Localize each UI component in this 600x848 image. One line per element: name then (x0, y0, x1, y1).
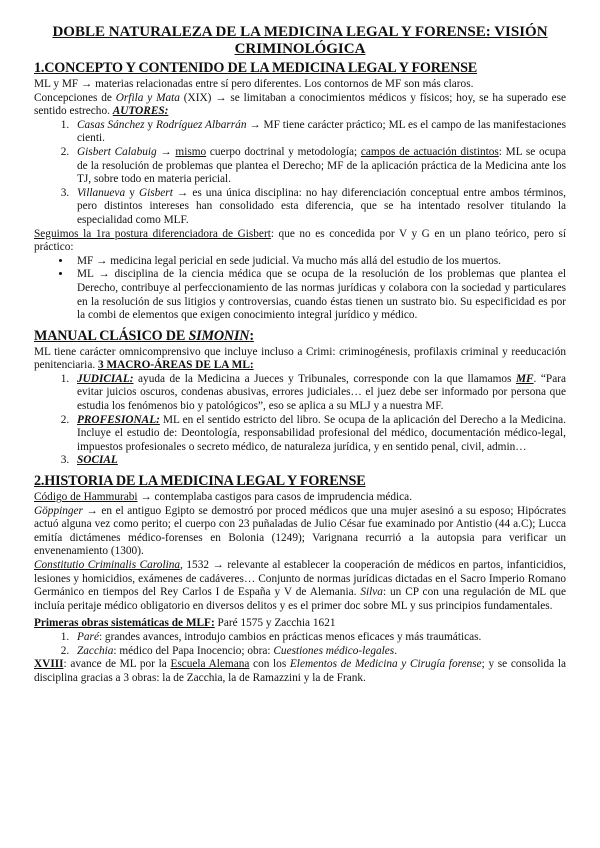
paragraph-omnicomprensivo: ML tiene carácter omnicomprensivo que incluye incluso a Crimi: criminogénesis, profilaxis criminal y reeducación penitenciaria. 3 MACRO-ÁREAS DE LA ML: (34, 345, 566, 372)
authors-list (34, 119, 566, 228)
paragraph-ml-mf: ML y MF → materias relacionadas entre sí pero diferentes. Los contornos de MF son más claros. (34, 78, 474, 90)
paragraph-xviii: XVIII: avance de ML por la Escuela Alemana con los Elementos de Medicina y Cirugía forense; y se consolida la disciplina gracias a 3 obras: la de Zacchia, la de Ramazzini y la de Frank. (34, 658, 566, 684)
list-item: 3. SOCIAL (72, 454, 566, 468)
list-item: 2. PROFESIONAL: ML en el sentido estricto del libro. Se ocupa de la aplicación del Derecho a la Medicina. Incluye el estudio de: Deontología, responsabilidad profesional del médico, documentación médico-legal, impuestos profesionales o secreto médico, de naturaleza jurídica, y en sentido penal, civil, admin… (72, 414, 566, 455)
paragraph-primeras-obras: Primeras obras sistemáticas de MLF: Paré 1575 y Zacchia 1621 (34, 617, 336, 630)
list-item: 1. Casas Sánchez y Rodríguez Albarrán → MF tiene carácter práctico; ML es el campo de las manifestaciones cienti. (72, 119, 566, 146)
list-item: 3. Villanueva y Gisbert → es una única disciplina: no hay diferenciación conceptual entre ambos términos, pero distintos intereses han consolidado esta diferencia, que se ha intentado resolver titulando la especialidad como MLF. (72, 187, 566, 228)
list-item: 2. Zacchia: médico del Papa Inocencio; obra: Cuestiones médico-legales. (72, 645, 566, 659)
paragraph-postura: Seguimos la 1ra postura diferenciadora de Gisbert: que no es concedida por V y G en un plano teórico, pero sí práctico: (34, 227, 566, 254)
document-title (34, 24, 566, 58)
paragraph-goppinger: Göppinger → en el antiguo Egipto se demostró por proced médicos que una mujer asesinó a su esposo; Hipócrates actuó alguna vez como perito; el cuerpo con 23 puñaladas de Julio César fue examinado por Antistio (44 a.C); Lucca emitía dictámenes médico-forenses en Bolonia (1249); Varignana recurrió a la autopsia para verificar un envenenamiento (1300). (34, 504, 566, 558)
macro-areas-label: 3 MACRO-ÁREAS DE LA ML: (97, 359, 254, 372)
manual-simonin-heading: MANUAL CLÁSICO DE SIMONIN: (34, 327, 254, 344)
autores-label: AUTORES: (112, 105, 169, 118)
paragraph-concepciones: Concepciones de Orfila y Mata (XIX) → se limitaban a conocimientos médicos y físicos; hoy, se ha superado ese sentido estrecho. AUTORES: (34, 91, 566, 118)
paragraph-hammurabi: Código de Hammurabi → contemplaba castigos para casos de imprudencia médica. (34, 491, 413, 504)
macro-areas-list (34, 373, 566, 468)
paragraph-carolina: Constitutio Criminalis Carolina, 1532 → relevante al establecer la cooperación de médicos en partos, infanticidios, lesiones y homicidios, exámenes de cadáveres… Conjunto de normas jurídicas dictadas en el Sacro Imperio Romano Germánico en tiempos del Rey Carlos I de España y V de Alemania. Silva: un CP con una regulación de ML que incluía peritaje médico obligatorio en diversos delitos y es el primer doc sobre ML y sus principios fundamentales. (34, 559, 567, 612)
definitions-list (34, 255, 566, 323)
list-item: 1. Paré: grandes avances, introdujo cambios en prácticas menos eficaces y más traumáticas. (72, 631, 566, 645)
works-list (34, 631, 566, 658)
list-item: • MF → medicina legal pericial en sede judicial. Va mucho más allá del estudio de los muertos. (72, 255, 566, 269)
title-line-2: CRIMINOLÓGICA (234, 41, 366, 57)
section-1-heading: 1.CONCEPTO Y CONTENIDO DE LA MEDICINA LEGAL Y FORENSE (34, 60, 478, 76)
list-item: 1. JUDICIAL: ayuda de la Medicina a Jueces y Tribunales, corresponde con la que llamamos MF. “Para evitar juicios oscuros, condenas abusivas, errores judiciales… el juez debe ser informado por persona que estudia los fenómenos bio y patológicos”, eso se aplica a su MLJ y a nuestra MF. (72, 373, 566, 414)
title-line-1: DOBLE NATURALEZA DE LA MEDICINA LEGAL Y FORENSE: VISIÓN (52, 24, 548, 40)
section-2-heading: 2.HISTORIA DE LA MEDICINA LEGAL Y FORENSE (34, 473, 366, 490)
list-item: 2. Gisbert Calabuig → mismo cuerpo doctrinal y metodología; campos de actuación distintos: ML se ocupa de la resolución de problemas que plantea el Derecho; MF de la aplicación práctica de la Medicina ante los TJ, sobre todo en materia pericial. (72, 146, 566, 187)
list-item: • ML → disciplina de la ciencia médica que se ocupa de la resolución de los problemas que plantea el Derecho, contribuye al perfeccionamiento de las normas jurídicas y colabora con la sociedad y particulares en la resolución de sus litigios y controversias, cuando éstas tienen un sustrato bio. Su especificidad es por la combi de elementos que exigen conocimiento integral jurídico y médico. (72, 268, 566, 322)
